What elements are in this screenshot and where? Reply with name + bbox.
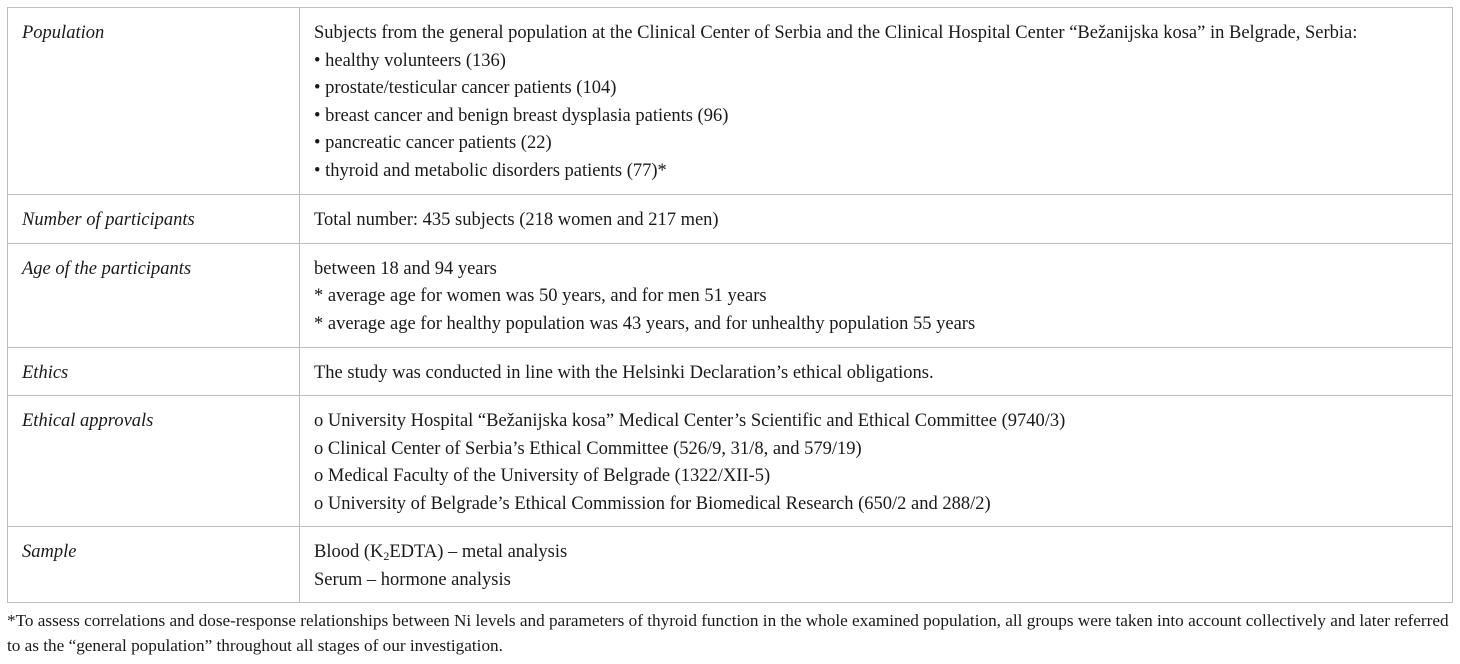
approval-item: o Clinical Center of Serbia’s Ethical Committee (526/9, 31/8, and 579/19) <box>314 436 1438 464</box>
row-value <box>300 195 1453 244</box>
age-note: * average age for healthy population was 43 years, and for unhealthy population 55 years <box>314 313 976 334</box>
table-row-population <box>8 8 1453 195</box>
age-note: * average age for women was 50 years, and for men 51 years <box>314 286 767 306</box>
table-row-sample <box>8 527 1453 603</box>
row-label: Ethics <box>8 347 300 396</box>
table-footnote: *To assess correlations and dose-response relationships between Ni levels and parameters of thyroid function in the whole examined population, all groups were taken into account collectively and later referred to as the “general population” throughout all stages of our investigation. <box>7 611 1449 655</box>
population-item: • breast cancer and benign breast dysplasia patients (96) <box>314 103 1438 131</box>
approval-item: o University of Belgrade’s Ethical Commission for Biomedical Research (650/2 and 288/2) <box>314 491 1438 519</box>
population-intro: Subjects from the general population at the Clinical Center of Serbia and the Clinical Hospital Center “Bežanijska kosa” in Belgrade, Serbia: <box>314 23 1358 43</box>
approval-item: o Medical Faculty of the University of Belgrade (1322/XII-5) <box>314 463 1438 491</box>
sample-blood <box>314 539 1438 567</box>
population-item: • prostate/testicular cancer patients (104) <box>314 75 1438 103</box>
row-value <box>300 8 1453 195</box>
row-label: Number of participants <box>8 195 300 244</box>
approval-item: o University Hospital “Bežanijska kosa” Medical Center’s Scientific and Ethical Committee (9740/3) <box>314 408 1438 436</box>
population-item: • healthy volunteers (136) <box>314 48 1438 76</box>
population-item: • pancreatic cancer patients (22) <box>314 130 1438 158</box>
sample-blood-prefix: Blood (K <box>314 542 384 562</box>
row-label: Age of the participants <box>8 243 300 347</box>
study-characteristics-table <box>7 7 1453 603</box>
population-item: • thyroid and metabolic disorders patients (77)* <box>314 158 1438 186</box>
participants-total: Total number: 435 subjects (218 women and 217 men) <box>314 210 719 230</box>
sample-serum: Serum – hormone analysis <box>314 569 511 590</box>
row-label: Population <box>8 8 300 195</box>
row-label: Ethical approvals <box>8 396 300 527</box>
table-row-ethical-approvals <box>8 396 1453 527</box>
age-range: between 18 and 94 years <box>314 258 497 279</box>
row-value <box>300 347 1453 396</box>
row-label: Sample <box>8 527 300 603</box>
table-row-number-of-participants <box>8 195 1453 244</box>
sample-blood-suffix: EDTA) – metal analysis <box>389 542 568 562</box>
row-value <box>300 396 1453 527</box>
table-row-age <box>8 243 1453 347</box>
ethics-statement: The study was conducted in line with the Helsinki Declaration’s ethical obligations. <box>314 362 934 383</box>
row-value <box>300 243 1453 347</box>
sample-blood-subscript: 2 <box>383 549 390 563</box>
row-value <box>300 527 1453 603</box>
table-row-ethics <box>8 347 1453 396</box>
